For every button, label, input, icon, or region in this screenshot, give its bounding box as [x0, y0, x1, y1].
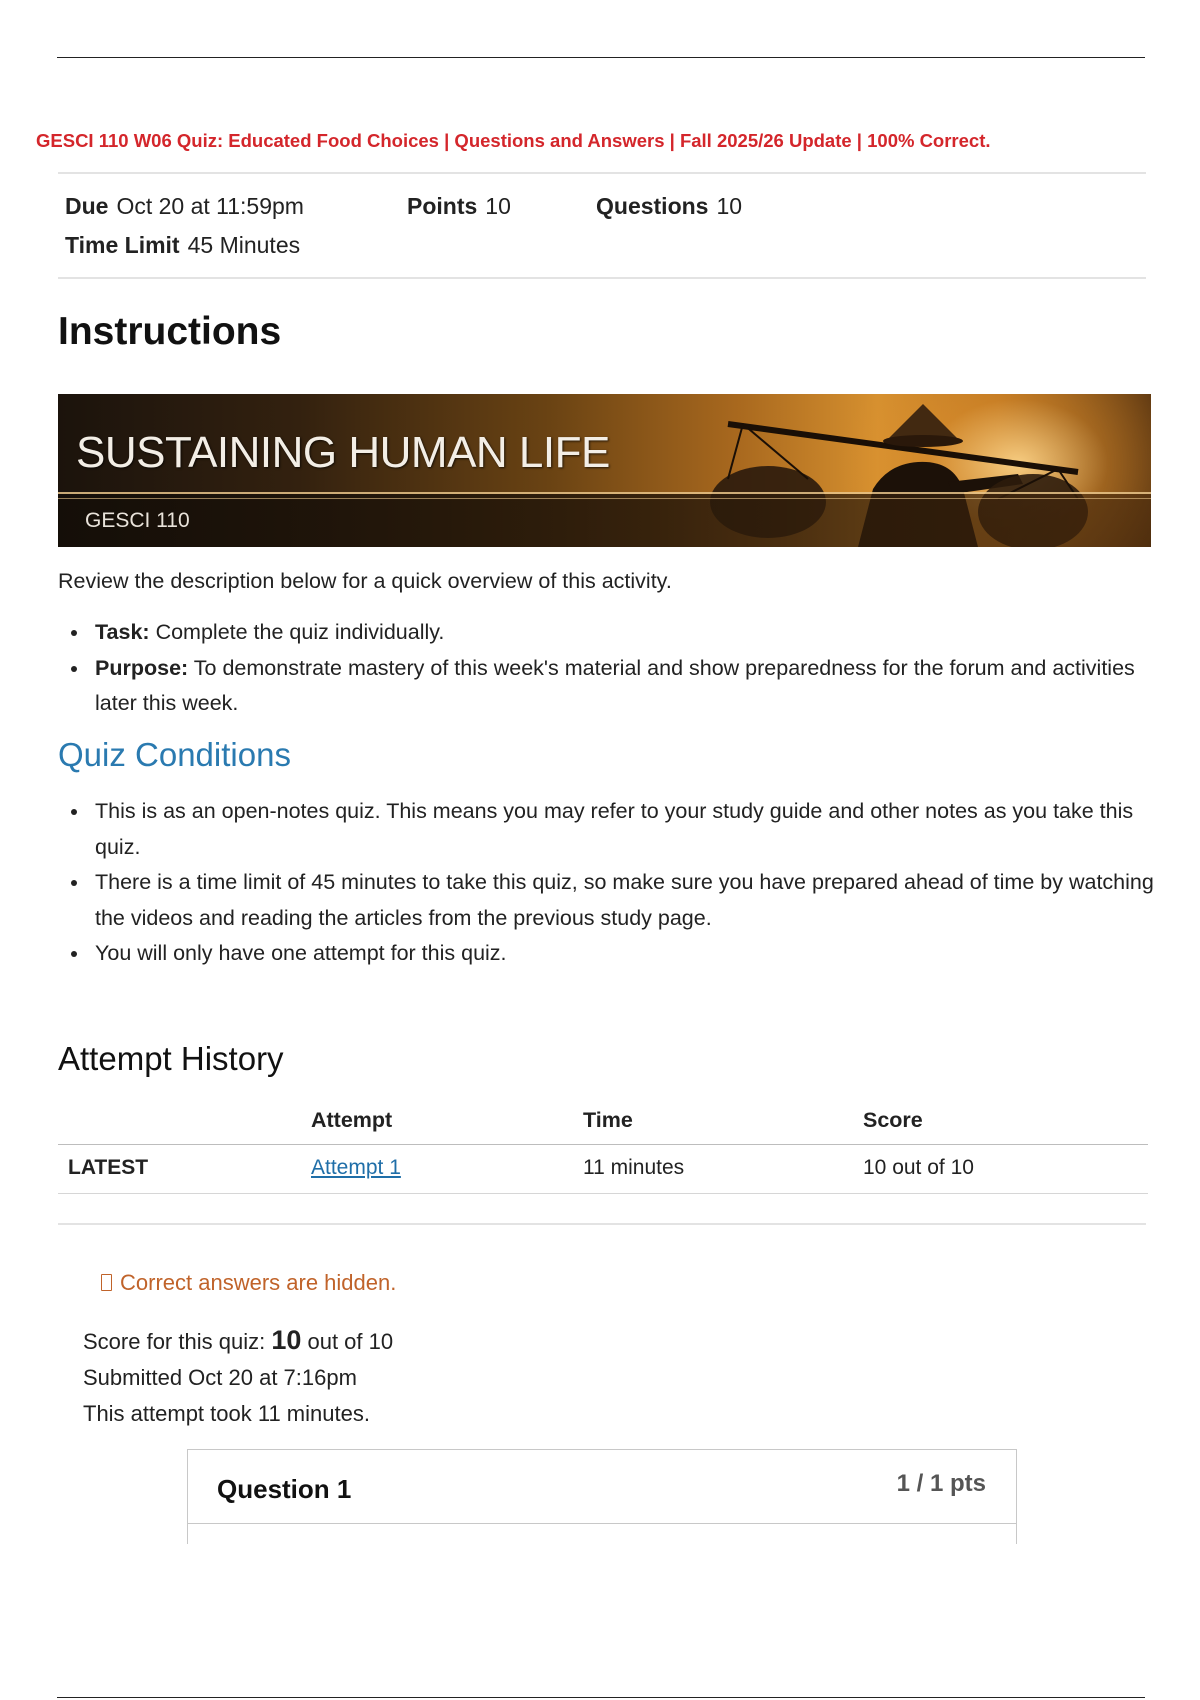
score-line [83, 1322, 393, 1360]
question-title: Question 1 [217, 1474, 352, 1504]
hidden-answers-notice [101, 1270, 396, 1296]
top-rule [57, 57, 1145, 58]
activity-list [57, 615, 1175, 722]
purpose-label: Purpose: [95, 655, 189, 680]
column-header-attempt: Attempt [301, 1104, 573, 1145]
due-label: Due [65, 193, 109, 219]
score-prefix: Score for this quiz: [83, 1329, 266, 1354]
time-limit-label: Time Limit [65, 232, 180, 258]
hidden-answers-text: Correct answers are hidden. [120, 1270, 397, 1295]
score-value: 10 [271, 1325, 302, 1355]
question-header [188, 1450, 1016, 1524]
score-cell: 10 out of 10 [853, 1145, 1148, 1194]
table-row [58, 1145, 1148, 1194]
divider [58, 277, 1146, 279]
question-card [187, 1449, 1017, 1544]
conditions-list [57, 794, 1175, 972]
purpose-text: To demonstrate mastery of this week's material and show preparedness for the forum and activities later this week. [95, 655, 1135, 715]
question-points: 1 / 1 pts [896, 1470, 986, 1497]
list-item: You will only have one attempt for this quiz. [95, 936, 1175, 972]
instructions-heading: Instructions [58, 310, 282, 353]
attempt-1-link[interactable]: Attempt 1 [311, 1156, 401, 1179]
row-label: LATEST [58, 1145, 301, 1194]
due-date [65, 193, 304, 220]
questions-value: 10 [716, 193, 743, 219]
bottom-rule [57, 1697, 1145, 1698]
divider [58, 172, 1146, 174]
time-limit-value: 45 Minutes [187, 232, 301, 258]
questions-count [596, 193, 742, 220]
points [407, 193, 511, 220]
course-banner [58, 394, 1151, 547]
column-header [58, 1104, 301, 1145]
quiz-score-summary [83, 1322, 393, 1432]
list-item-purpose [95, 651, 1175, 722]
list-item: This is as an open-notes quiz. This means you may refer to your study guide and other notes as you take this quiz. [95, 794, 1175, 865]
score-suffix: out of 10 [307, 1329, 394, 1354]
divider [58, 1223, 1146, 1225]
list-item: There is a time limit of 45 minutes to take this quiz, so make sure you have prepared ahead of time by watching the videos and reading the articles from the previous study page. [95, 865, 1175, 936]
points-label: Points [407, 193, 478, 219]
list-item-task [95, 615, 1175, 651]
quiz-conditions-heading: Quiz Conditions [58, 736, 291, 773]
submitted-time: Submitted Oct 20 at 7:16pm [83, 1365, 357, 1390]
attempt-history-table [58, 1104, 1148, 1194]
task-label: Task: [95, 620, 150, 644]
column-header-score: Score [853, 1104, 1148, 1145]
banner-title: SUSTAINING HUMAN LIFE [76, 428, 610, 477]
time-limit [65, 232, 300, 259]
banner-subtitle: GESCI 110 [85, 509, 190, 532]
intro-text: Review the description below for a quick overview of this activity. [58, 569, 672, 593]
column-header-time: Time [573, 1104, 853, 1145]
table-header-row [58, 1104, 1148, 1145]
points-value: 10 [485, 193, 511, 219]
attempt-cell [301, 1145, 573, 1194]
attempt-history-heading: Attempt History [58, 1040, 284, 1077]
warning-icon [101, 1274, 112, 1291]
questions-label: Questions [596, 193, 709, 219]
attempt-duration: This attempt took 11 minutes. [83, 1401, 370, 1426]
due-value: Oct 20 at 11:59pm [116, 193, 304, 219]
document-title: GESCI 110 W06 Quiz: Educated Food Choices | Questions and Answers | Fall 2025/26 Update | 100% Correct. [36, 130, 991, 151]
time-cell: 11 minutes [573, 1145, 853, 1194]
task-text: Complete the quiz individually. [155, 620, 445, 644]
